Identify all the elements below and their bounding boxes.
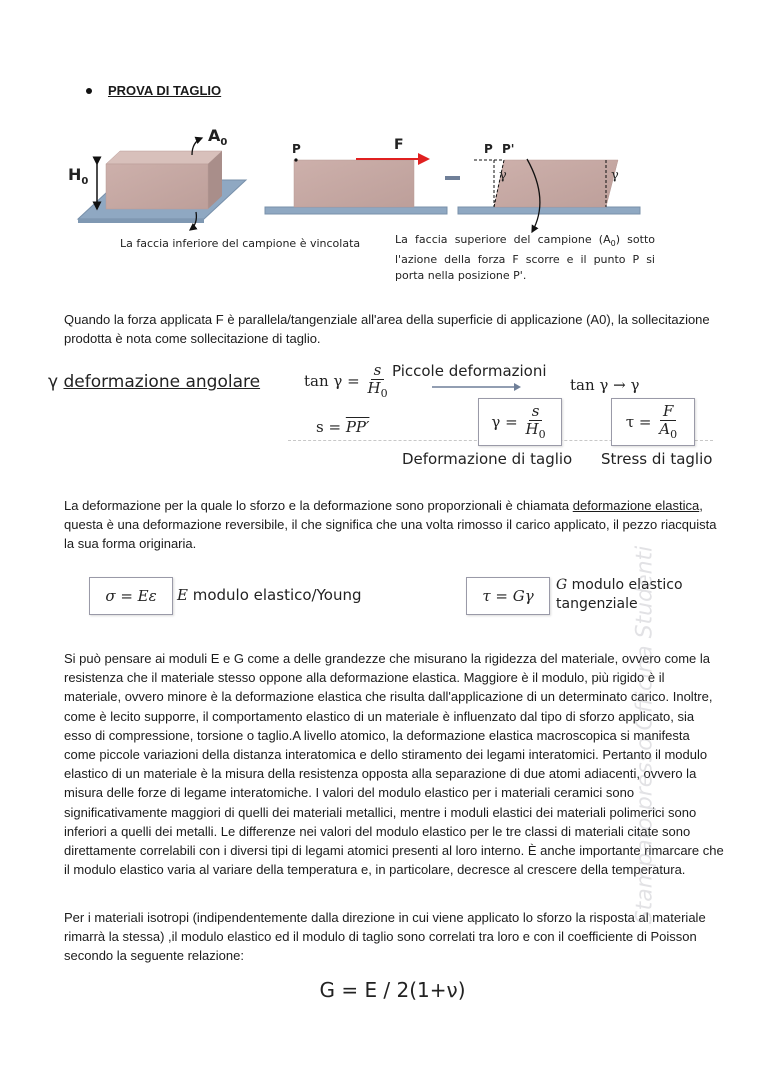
s-definition-formula: s = PP′ (316, 418, 370, 436)
young-modulus-label: E modulo elastico/Young (177, 586, 362, 604)
intro-paragraph: Quando la forza applicata F è parallela/tangenziale all'area della superficie di applicazione (A0), la sollecitazione prodotta è nota come sollecitazione di taglio. (64, 312, 710, 347)
caption-sliding-face: La faccia superiore del campione $(A_0)$ sotto l'azione della forza F scorre e il punto P si porta nella posizione P'. (395, 233, 655, 283)
shear-stress-box: τ = $\frac{F}{A_0}$ (611, 398, 695, 446)
watermark: Stampato presso Officina Studenti (632, 545, 658, 925)
label-gamma-left: γ (499, 168, 507, 183)
label-point-P-prime: P' (502, 142, 515, 156)
label-point-P-right: P (484, 142, 493, 156)
shear-test-figure (60, 120, 660, 290)
shear-modulus-relation: G = E / 2(1+ν) (319, 978, 466, 1002)
shear-formulas-figure (48, 362, 728, 472)
shear-stress-caption: Stress di taglio (601, 450, 713, 468)
section-title: PROVA DI TAGLIO (108, 83, 222, 98)
fixed-block-illustration (78, 138, 246, 230)
young-modulus-box: σ = Eε (89, 577, 173, 615)
moduli-paragraph: Si può pensare ai moduli E e G come a delle grandezze che misurano la rigidezza del materiale, ovvero come la resistenza che il materiale stesso oppone alla deformazione elastica. Maggiore è il modulo, più rigido è il materiale, ovvero minore è la deformazione elastica che risulta dall'applicazione di un determinato carico. Inoltre, come è lecito supporre, il comportamento elastico di un materiale è influenzato dal tipo di sforzo applicato, sia esso di compressione, torsione o taglio.A livello atomico, la deformazione elastica macroscopica si manifesta come piccole variazioni della distanza interatomica e dello stiramento dei legami interatomici. Pertanto il modulo elastico di un materiale è la misura della resistenza opposta alla separazione di due atomi adiacenti, ovvero la misura delle forze di legame interatomiche. I valori del modulo elastico per i materiali ceramici sono significativamente maggiori di quelli dei materiali metallici, mentre i moduli elastici dei materiali polimerici sono inferiori a quelli dei metalli. Le differenze nei valori del modulo elastico per le tre classi di materiali citate sono direttamente correlabili con i diversi tipi di legami atomici presenti al loro interno. È anche importante rimarcare che il modulo elastico varia al variare della temperatura e, in particolare, decresce al crescere della temperatura. (64, 651, 724, 878)
small-deformations-label: Piccole deformazioni (392, 362, 547, 380)
shear-strain-caption: Deformazione di taglio (402, 450, 573, 468)
shear-strain-box: γ = $\frac{s}{H_0}$ (478, 398, 562, 446)
gamma-definition (48, 372, 260, 392)
tan-gamma-formula: tan γ = $\frac{s}{H_0}$ (304, 361, 388, 400)
elastic-paragraph: La deformazione per la quale lo sforzo e la deformazione sono proporzionali è chiamata deformazione elastica, questa è una deformazione reversibile, il che significa che una volta rimosso il carico applicato, il pezzo riacquista la sua forma originaria. (64, 498, 717, 552)
label-force-F: F (394, 137, 404, 153)
section-heading (86, 83, 221, 98)
label-height-H0: $H_0$ (68, 165, 89, 188)
label-gamma-right: γ (611, 168, 619, 183)
tan-limit-formula: tan γ → γ (570, 376, 640, 394)
gamma-symbol: γ (48, 372, 59, 392)
gamma-title: deformazione angolare (63, 372, 261, 392)
small-deformations-arrow (432, 382, 522, 392)
shear-modulus-box: τ = Gγ (466, 577, 550, 615)
isotropic-paragraph: Per i materiali isotropi (indipendentemente dalla direzione in cui viene applicato lo sforzo la risposta al materiale rimarrà la stessa) ,il modulo elastico ed il modulo di taglio sono correlati tra loro e con il coefficiente di Poisson secondo la seguente relazione: (64, 910, 706, 964)
label-area-A0: $A_0$ (208, 126, 228, 149)
caption-fixed-face: La faccia inferiore del campione è vincolata (120, 237, 361, 250)
label-point-P: P (292, 142, 301, 156)
shear-modulus-label: G modulo elastico tangenziale (556, 577, 683, 612)
bullet-icon (86, 88, 92, 94)
force-block-illustration (265, 158, 447, 214)
elastic-deformation-term: deformazione elastica (572, 498, 700, 513)
